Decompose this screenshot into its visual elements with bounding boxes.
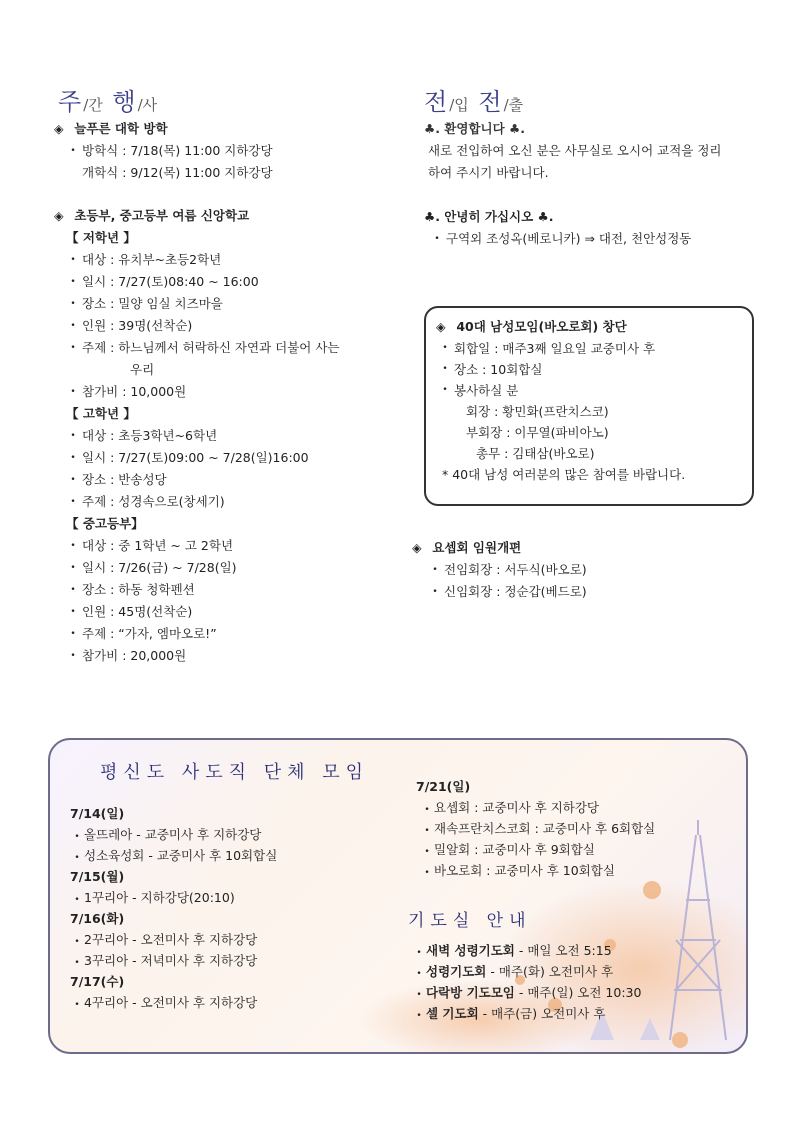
prayer-room-title: 기도실 안내 [408,911,532,931]
list-item: • 봉사하실 분 [436,380,752,401]
list-item: • 장소 : 반송성당 [54,469,394,491]
list-item: • 인원 : 39명(선착순) [54,315,394,337]
list-item-continued: 우리 [130,362,155,377]
section-marker-icon: ◈ [412,540,422,555]
section-header: ◈ 요셉회 임원개편 [412,537,742,559]
bullet-icon: • [70,255,76,265]
bullet-icon: • [424,847,430,857]
officer: 회장 : 황민화(프란치스코) [466,404,609,419]
list-item: • 대상 : 초등3학년~6학년 [54,425,394,447]
transfer-title: 전/입 전/출 [424,88,524,116]
lay-apostolate-title: 평신도 사도직 단체 모임 [100,762,370,783]
officer: 총무 : 김태삼(바오로) [476,446,595,461]
bullet-icon: • [70,431,76,441]
list-item: • 3꾸리아 - 저녁미사 후 지하강당 [70,950,410,971]
title-char: 주 [58,88,84,116]
list-item: • 일시 : 7/27(토)09:00 ~ 7/28(일)16:00 [54,447,394,469]
bullet-icon: • [70,475,76,485]
bullet-icon: • [416,1011,422,1021]
bullet-icon: • [70,343,76,353]
officer: 부회장 : 이무열(파비아노) [466,425,609,440]
list-item: • 신임회장 : 정순갑(베드로) [412,581,742,603]
list-item: • 방학식 : 7/18(목) 11:00 지하강당 [54,140,394,162]
bullet-icon: • [70,541,76,551]
list-item: • 성령기도회 - 매주(화) 오전미사 후 [412,961,732,982]
list-item: • 회합일 : 매주3째 일요일 교중미사 후 [436,338,752,359]
list-item: • 밀알회 : 교중미사 후 9회합실 [416,839,736,860]
bullet-icon: • [70,299,76,309]
section-header: ◈ 40대 남성모임(바오로회) 창단 [436,316,752,338]
bullet-icon: • [70,146,76,156]
mens-club-box [424,306,754,506]
bullet-icon: • [70,321,76,331]
section-marker-icon: ◈ [54,208,64,223]
list-item: • 새벽 성령기도회 - 매일 오전 5:15 [412,940,732,961]
group-label: 【 고학년 】 [66,406,136,421]
bullet-icon: • [74,1000,80,1010]
bullet-icon: • [442,343,448,353]
prayer-room-list [412,940,732,1024]
bullet-icon: • [70,629,76,639]
list-item: • 올뜨레아 - 교중미사 후 지하강당 [70,824,410,845]
bullet-icon: • [424,805,430,815]
list-item: • 장소 : 밀양 임실 치즈마을 [54,293,394,315]
welcome-text: 새로 전입하여 오신 분은 사무실로 오시어 교적을 정리 [428,143,722,158]
transfer-content [424,118,754,250]
day-label: 7/16(화) [70,911,125,926]
bullet-icon: • [442,364,448,374]
weekly-events-content [54,118,394,667]
list-item: • 재속프란치스코회 : 교중미사 후 6회합실 [416,818,736,839]
bullet-icon: • [70,453,76,463]
welcome-text: 하여 주시기 바랍니다. [428,165,549,180]
list-item: • 요셉회 : 교중미사 후 지하강당 [416,797,736,818]
list-item: • 바오로회 : 교중미사 후 10회합실 [416,860,736,881]
bullet-icon: • [442,385,448,395]
bullet-icon: • [74,895,80,905]
section-header: ◈ 초등부, 중고등부 여름 신앙학교 [54,205,394,227]
title-char: 행 [112,88,138,116]
title-char: 출 [508,96,524,114]
bullet-icon: • [434,234,440,244]
list-item: • 일시 : 7/26(금) ~ 7/28(일) [54,557,394,579]
list-item: • 2꾸리아 - 오전미사 후 지하강당 [70,929,410,950]
bullet-icon: • [74,832,80,842]
list-item: • 셀 기도회 - 매주(금) 오전미사 후 [412,1003,732,1024]
list-item: • 주제 : 하느님께서 허락하신 자연과 더불어 사는 [54,337,394,359]
day-label: 7/21(일) [416,779,471,794]
bullet-icon: • [70,277,76,287]
group-label: 【 중고등부】 [66,516,144,531]
day-label: 7/15(월) [70,869,125,884]
bullet-icon: • [70,607,76,617]
lay-apostolate-box [48,738,748,1054]
list-item: • 대상 : 유치부~초등2학년 [54,249,394,271]
section-header: ◈ 늘푸른 대학 방학 [54,118,394,140]
title-char: 간 [88,96,103,114]
day-label: 7/17(수) [70,974,125,989]
bullet-icon: • [424,826,430,836]
list-item: • 일시 : 7/27(토)08:40 ~ 16:00 [54,271,394,293]
list-item: • 4꾸리아 - 오전미사 후 지하강당 [70,992,410,1013]
welcome-header: ♣. 환영합니다 ♣. [424,121,525,136]
bullet-icon: • [432,587,438,597]
bullet-icon: • [70,651,76,661]
list-item: • 1꾸리아 - 지하강당(20:10) [70,887,410,908]
list-item: • 전임회장 : 서두식(바오로) [412,559,742,581]
day-label: 7/14(일) [70,806,125,821]
title-char: 전 [478,88,504,116]
title-char: 사 [142,96,158,114]
list-item: • 참가비 : 10,000원 [54,381,394,403]
bullet-icon: • [74,958,80,968]
title-char: 입 [454,96,469,114]
list-item: • 장소 : 10회합실 [436,359,752,380]
bullet-icon: • [416,948,422,958]
bullet-icon: • [70,387,76,397]
list-item: • 참가비 : 20,000원 [54,645,394,667]
list-item: • 구역외 조성옥(베로니카) ⇒ 대전, 천안성정동 [424,228,754,250]
weekly-events-title: 주/간 행/사 [58,88,158,116]
list-item: • 다락방 기도모임 - 매주(일) 오전 10:30 [412,982,732,1003]
group-label: 【 저학년 】 [66,230,136,245]
farewell-header: ♣. 안녕히 가십시오 ♣. [424,209,554,224]
bullet-icon: • [424,868,430,878]
bullet-icon: • [74,853,80,863]
section-marker-icon: ◈ [436,319,446,334]
bullet-icon: • [74,937,80,947]
club-note: * 40대 남성 여러분의 많은 참여를 바랍니다. [442,467,686,482]
list-item: • 인원 : 45명(선착순) [54,601,394,623]
list-item: • 성소육성회 - 교중미사 후 10회합실 [70,845,410,866]
joseph-section [412,537,742,603]
bullet-icon: • [432,565,438,575]
bullet-icon: • [416,969,422,979]
list-item: • 주제 : “가자, 엠마오로!” [54,623,394,645]
bullet-icon: • [70,585,76,595]
list-item: 개학식 : 9/12(목) 11:00 지하강당 [82,165,273,180]
bullet-icon: • [416,990,422,1000]
list-item: • 대상 : 중 1학년 ~ 고 2학년 [54,535,394,557]
list-item: • 장소 : 하동 청학펜션 [54,579,394,601]
schedule-left [70,803,410,1013]
title-char: 전 [424,88,450,116]
section-marker-icon: ◈ [54,121,64,136]
bullet-icon: • [70,497,76,507]
list-item: • 주제 : 성경속으로(창세기) [54,491,394,513]
schedule-right [416,776,736,881]
bullet-icon: • [70,563,76,573]
